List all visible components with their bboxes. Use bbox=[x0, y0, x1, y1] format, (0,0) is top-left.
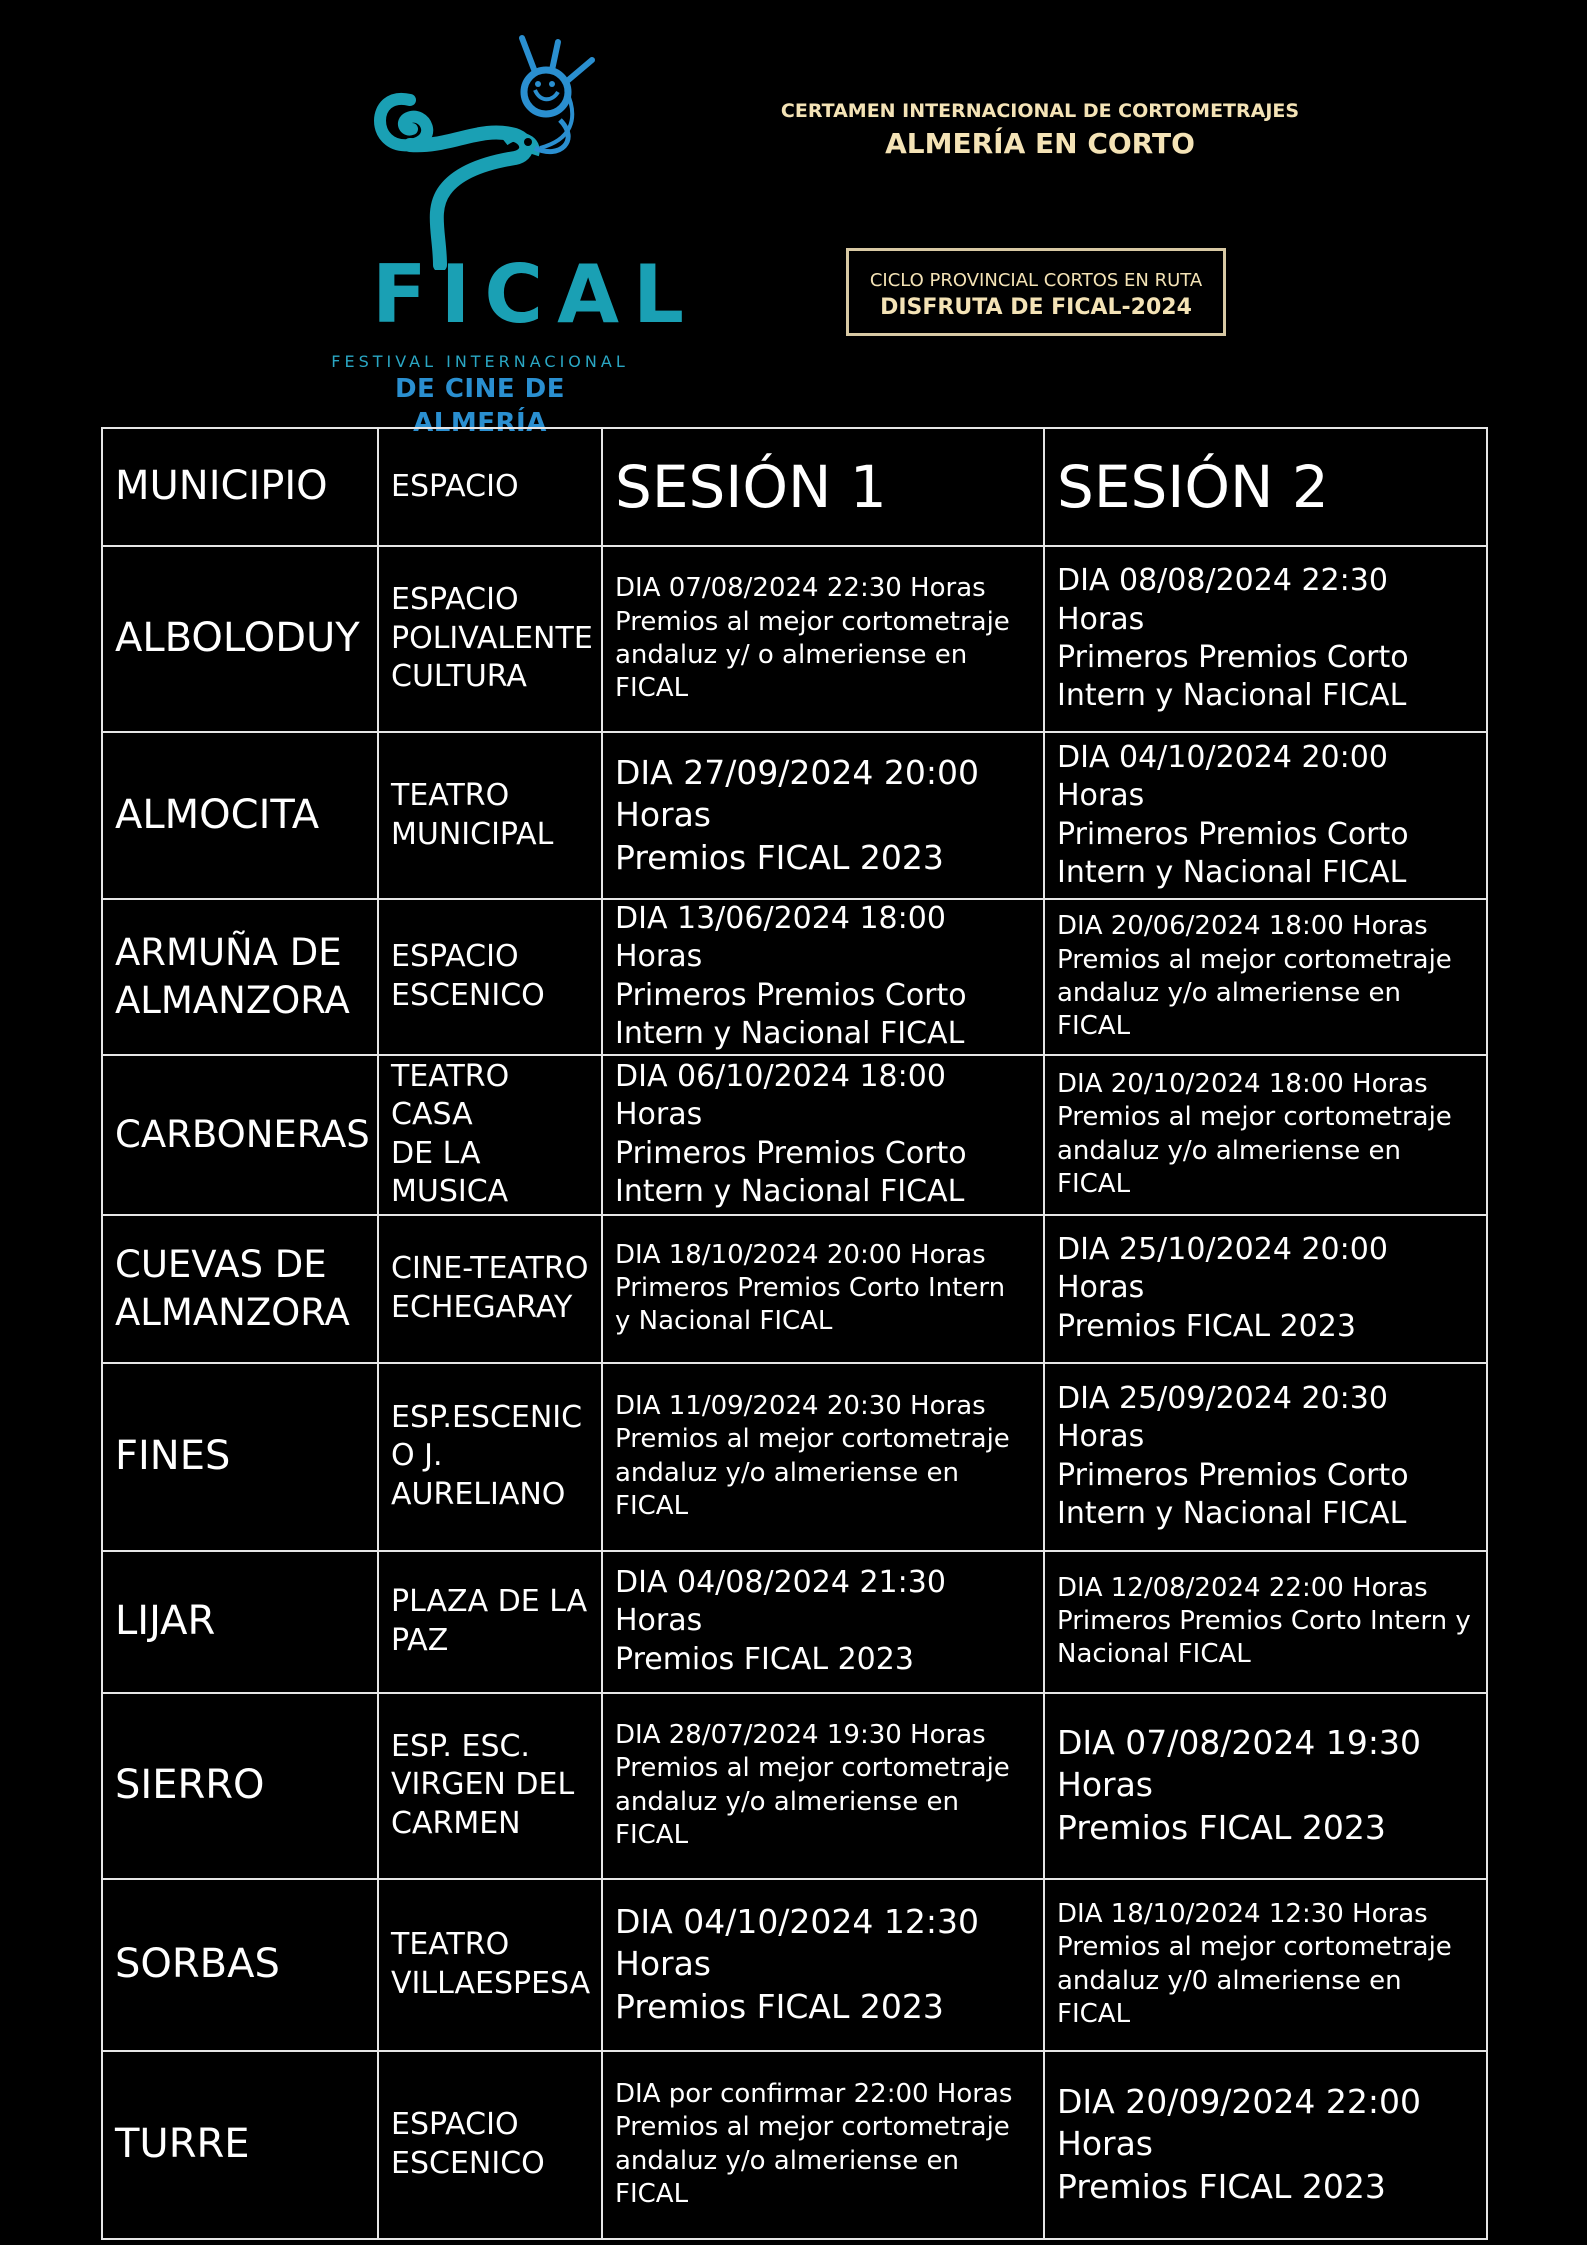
sesion-1-cell-line: DIA 11/09/2024 20:30 Horas bbox=[615, 1391, 986, 1422]
sesion-2-cell-line: Premios al mejor cortometraje bbox=[1057, 944, 1452, 975]
table-row bbox=[102, 1363, 1487, 1551]
municipio-cell-line: ALBOLODUY bbox=[115, 615, 360, 662]
sesion-2-cell-line: DIA 25/09/2024 20:30 Horas bbox=[1057, 1380, 1388, 1455]
espacio-cell-line: AURELIANO bbox=[391, 1476, 566, 1512]
espacio-cell-line: PAZ bbox=[391, 1622, 449, 1658]
municipio-cell bbox=[102, 1363, 378, 1551]
sesion-2-cell-line: DIA 20/09/2024 22:00 bbox=[1057, 2082, 1421, 2122]
municipio-cell bbox=[102, 2051, 378, 2239]
sesion-2-cell bbox=[1044, 899, 1487, 1055]
fical-logo bbox=[330, 30, 699, 438]
sesion-1-cell-line: DIA 13/06/2024 18:00 Horas bbox=[615, 901, 946, 975]
sesion-1-cell bbox=[602, 1215, 1044, 1363]
sesion-2-cell-line: andaluz y/o almeriense en FICAL bbox=[1057, 977, 1401, 1042]
table-row bbox=[102, 2051, 1487, 2239]
espacio-cell-line: POLIVALENTE bbox=[391, 620, 593, 656]
sesion-2-cell bbox=[1044, 1879, 1487, 2051]
municipio-cell-line: SORBAS bbox=[115, 1940, 280, 1987]
sesion-1-cell bbox=[602, 546, 1044, 732]
table-header-row bbox=[102, 428, 1487, 546]
table-row bbox=[102, 899, 1487, 1055]
espacio-cell-line: ESPACIO bbox=[391, 2107, 519, 2143]
municipio-cell-line: TURRE bbox=[115, 2120, 250, 2167]
espacio-cell bbox=[378, 1363, 602, 1551]
logo-subtitle-city: DE CINE DE ALMERÍA bbox=[394, 374, 566, 438]
espacio-cell bbox=[378, 546, 602, 732]
sesion-2-cell bbox=[1044, 732, 1487, 899]
header-espacio: ESPACIO bbox=[378, 428, 602, 546]
chameleon-logo-icon bbox=[330, 30, 660, 270]
espacio-cell-line: MUSICA bbox=[391, 1173, 509, 1209]
sesion-1-cell-line: Premios FICAL 2023 bbox=[615, 837, 944, 877]
ciclo-line-1: CICLO PROVINCIAL CORTOS EN RUTA bbox=[869, 270, 1203, 291]
table-row bbox=[102, 1215, 1487, 1363]
sesion-1-cell-line: andaluz y/o almeriense en bbox=[615, 2145, 959, 2176]
sesion-2-cell-line: DIA 20/06/2024 18:00 Horas bbox=[1057, 911, 1428, 942]
municipio-cell bbox=[102, 1055, 378, 1215]
espacio-cell bbox=[378, 1879, 602, 2051]
espacio-cell-line: TEATRO CASA bbox=[391, 1058, 510, 1133]
municipio-cell bbox=[102, 1879, 378, 2051]
sesion-1-cell-line: DIA por confirmar 22:00 Horas bbox=[615, 2079, 1013, 2110]
municipio-cell-line: CARBONERAS bbox=[115, 1112, 370, 1156]
header-sesion-1: SESIÓN 1 bbox=[602, 428, 1044, 546]
sesion-2-cell-line: Premios al mejor cortometraje bbox=[1057, 1102, 1452, 1133]
espacio-cell-line: DE LA bbox=[391, 1135, 481, 1171]
sesion-1-cell bbox=[602, 2051, 1044, 2239]
sesion-1-cell-line: andaluz y/o almeriense en bbox=[615, 1457, 959, 1488]
sesion-1-cell-line: Intern y Nacional FICAL bbox=[615, 1016, 965, 1052]
espacio-cell-line: TEATRO bbox=[391, 1927, 510, 1963]
sesion-2-cell-line: Premios FICAL 2023 bbox=[1057, 1308, 1356, 1344]
sesion-2-cell-line: Intern y Nacional FICAL bbox=[1057, 854, 1407, 890]
sesion-2-cell-line: andaluz y/0 almeriense en FICAL bbox=[1057, 1965, 1402, 2029]
sesion-1-cell-line: DIA 28/07/2024 19:30 Horas bbox=[615, 1720, 986, 1751]
table-row bbox=[102, 546, 1487, 732]
sesion-2-cell bbox=[1044, 1055, 1487, 1215]
sesion-2-cell-line: Primeros Premios Corto bbox=[1057, 640, 1409, 675]
sesion-1-cell-line: Premios al mejor cortometraje bbox=[615, 606, 1010, 637]
sesion-1-cell-line: Primeros Premios Corto bbox=[615, 977, 967, 1013]
logo-wordmark: FICAL bbox=[372, 248, 699, 341]
header-sesion-2: SESIÓN 2 bbox=[1044, 428, 1487, 546]
municipio-cell-line: ALMOCITA bbox=[115, 791, 320, 838]
sesion-2-cell-line: DIA 07/08/2024 19:30 bbox=[1057, 1723, 1421, 1763]
sesion-2-cell bbox=[1044, 1693, 1487, 1879]
sesion-1-cell-line: Premios al mejor cortometraje bbox=[615, 1753, 1010, 1784]
espacio-cell-line: ESPACIO bbox=[391, 582, 519, 618]
sesion-2-cell-line: Intern y Nacional FICAL bbox=[1057, 678, 1407, 714]
sesion-1-cell-line: Horas bbox=[615, 1944, 711, 1984]
sesion-2-cell bbox=[1044, 1215, 1487, 1363]
sesion-2-cell-line: Nacional FICAL bbox=[1057, 1639, 1251, 1670]
sesion-1-cell-line: FICAL bbox=[615, 673, 689, 704]
espacio-cell-line: ESP. ESC. bbox=[391, 1728, 530, 1764]
sesion-2-cell-line: Horas bbox=[1057, 1765, 1153, 1805]
sesion-1-cell-line: FICAL bbox=[615, 1819, 689, 1850]
espacio-cell-line: CARMEN bbox=[391, 1805, 521, 1841]
sesion-2-cell-line: Premios FICAL 2023 bbox=[1057, 1807, 1386, 1847]
sesion-2-cell-line: Premios FICAL 2023 bbox=[1057, 2166, 1386, 2206]
sesion-1-cell bbox=[602, 1363, 1044, 1551]
espacio-cell-line: ESPACIO bbox=[391, 939, 519, 975]
sesion-2-cell bbox=[1044, 1363, 1487, 1551]
logo-subtitle-festival: FESTIVAL INTERNACIONAL bbox=[331, 352, 629, 371]
page-header bbox=[0, 0, 1587, 438]
espacio-cell-line: CULTURA bbox=[391, 659, 527, 695]
sesion-1-cell-line: andaluz y/o almeriense en bbox=[615, 1786, 959, 1817]
espacio-cell-line: CINE-TEATRO bbox=[391, 1251, 589, 1287]
espacio-cell-line: PLAZA DE LA bbox=[391, 1584, 588, 1620]
sesion-1-cell-line: DIA 18/10/2024 20:00 Horas bbox=[615, 1239, 986, 1270]
sesion-1-cell-line: Premios al mejor cortometraje bbox=[615, 2112, 1010, 2143]
table-row bbox=[102, 1693, 1487, 1879]
schedule-table bbox=[101, 427, 1488, 2240]
espacio-cell bbox=[378, 2051, 602, 2239]
sesion-1-cell bbox=[602, 899, 1044, 1055]
header-municipio: MUNICIPIO bbox=[102, 428, 378, 546]
table-row bbox=[102, 1055, 1487, 1215]
ciclo-line-2: DISFRUTA DE FICAL-2024 bbox=[880, 295, 1192, 320]
sesion-1-cell-line: andaluz y/ o almeriense en bbox=[615, 640, 968, 670]
municipio-cell-line: FINES bbox=[115, 1432, 231, 1479]
municipio-cell-line: CUEVAS DE bbox=[115, 1243, 327, 1287]
ciclo-box bbox=[846, 248, 1226, 336]
table-row bbox=[102, 732, 1487, 899]
espacio-cell-line: VILLAESPESA bbox=[391, 1965, 591, 2001]
municipio-cell bbox=[102, 1551, 378, 1693]
sesion-1-cell-line: Premios FICAL 2023 bbox=[615, 1641, 914, 1677]
sesion-1-cell-line: DIA 06/10/2024 18:00 Horas bbox=[615, 1058, 946, 1133]
sesion-1-cell bbox=[602, 1879, 1044, 2051]
sesion-1-cell bbox=[602, 1693, 1044, 1879]
sesion-2-cell-line: DIA 20/10/2024 18:00 Horas bbox=[1057, 1069, 1428, 1100]
sesion-2-cell-line: Horas bbox=[1057, 2124, 1153, 2164]
sesion-2-cell-line: Premios al mejor cortometraje bbox=[1057, 1932, 1452, 1963]
sesion-1-cell-line: Horas bbox=[615, 795, 711, 835]
espacio-cell-line: MUNICIPAL bbox=[391, 816, 554, 852]
sesion-1-cell bbox=[602, 732, 1044, 899]
sesion-2-cell-line: Primeros Premios Corto Intern y bbox=[1057, 1605, 1471, 1636]
municipio-cell-line: SIERRO bbox=[115, 1761, 265, 1808]
sesion-1-cell-line: DIA 04/08/2024 21:30 Horas bbox=[615, 1564, 946, 1639]
sesion-1-cell-line: Primeros Premios Corto Intern bbox=[615, 1272, 1006, 1303]
sesion-2-cell-line: Primeros Premios Corto bbox=[1057, 816, 1409, 852]
espacio-cell bbox=[378, 1055, 602, 1215]
sesion-1-cell-line: DIA 04/10/2024 12:30 bbox=[615, 1902, 979, 1942]
sesion-2-cell-line: DIA 08/08/2024 22:30 Horas bbox=[1057, 563, 1388, 637]
sesion-2-cell-line: DIA 12/08/2024 22:00 Horas bbox=[1057, 1572, 1428, 1603]
espacio-cell-line: ESP.ESCENIC bbox=[391, 1399, 583, 1435]
certamen-line-1: CERTAMEN INTERNACIONAL DE CORTOMETRAJES bbox=[780, 100, 1300, 122]
sesion-1-cell-line: y Nacional FICAL bbox=[615, 1306, 833, 1337]
sesion-2-cell bbox=[1044, 1551, 1487, 1693]
espacio-cell-line: ECHEGARAY bbox=[391, 1289, 573, 1325]
sesion-2-cell-line: Intern y Nacional FICAL bbox=[1057, 1495, 1407, 1531]
sesion-1-cell-line: Premios FICAL 2023 bbox=[615, 1986, 944, 2026]
sesion-2-cell bbox=[1044, 546, 1487, 732]
sesion-2-cell-line: DIA 18/10/2024 12:30 Horas bbox=[1057, 1899, 1428, 1930]
espacio-cell-line: VIRGEN DEL bbox=[391, 1767, 575, 1803]
municipio-cell-line: ALMANZORA bbox=[115, 1290, 350, 1334]
espacio-cell bbox=[378, 1551, 602, 1693]
table-row bbox=[102, 1551, 1487, 1693]
sesion-2-cell-line: DIA 04/10/2024 20:00 Horas bbox=[1057, 739, 1388, 814]
certamen-title bbox=[740, 98, 1340, 164]
municipio-cell bbox=[102, 546, 378, 732]
espacio-cell bbox=[378, 1693, 602, 1879]
certamen-line-2: ALMERÍA EN CORTO bbox=[885, 127, 1195, 160]
sesion-2-cell bbox=[1044, 2051, 1487, 2239]
sesion-1-cell-line: Intern y Nacional FICAL bbox=[615, 1173, 965, 1209]
sesion-1-cell-line: Premios al mejor cortometraje bbox=[615, 1424, 1010, 1455]
municipio-cell bbox=[102, 899, 378, 1055]
municipio-cell-line: ARMUÑA DE bbox=[115, 931, 342, 975]
sesion-2-cell-line: DIA 25/10/2024 20:00 Horas bbox=[1057, 1231, 1388, 1306]
espacio-cell-line: ESCENICO bbox=[391, 2145, 545, 2181]
espacio-cell bbox=[378, 1215, 602, 1363]
sesion-2-cell-line: andaluz y/o almeriense en FICAL bbox=[1057, 1135, 1401, 1199]
sesion-1-cell-line: DIA 07/08/2024 22:30 Horas bbox=[615, 573, 986, 604]
municipio-cell-line: LIJAR bbox=[115, 1597, 216, 1644]
sesion-1-cell-line: FICAL bbox=[615, 2178, 689, 2209]
sesion-1-cell bbox=[602, 1055, 1044, 1215]
espacio-cell-line: TEATRO bbox=[391, 778, 510, 814]
municipio-cell-line: ALMANZORA bbox=[115, 978, 350, 1022]
sesion-1-cell-line: FICAL bbox=[615, 1490, 689, 1521]
espacio-cell bbox=[378, 732, 602, 899]
municipio-cell bbox=[102, 1215, 378, 1363]
espacio-cell-line: O J. bbox=[391, 1438, 443, 1474]
espacio-cell bbox=[378, 899, 602, 1055]
municipio-cell bbox=[102, 732, 378, 899]
municipio-cell bbox=[102, 1693, 378, 1879]
table-row bbox=[102, 1879, 1487, 2051]
espacio-cell-line: ESCENICO bbox=[391, 977, 545, 1013]
sesion-1-cell bbox=[602, 1551, 1044, 1693]
sesion-2-cell-line: Primeros Premios Corto bbox=[1057, 1457, 1409, 1493]
sesion-1-cell-line: DIA 27/09/2024 20:00 bbox=[615, 753, 979, 793]
sesion-1-cell-line: Primeros Premios Corto bbox=[615, 1135, 967, 1171]
